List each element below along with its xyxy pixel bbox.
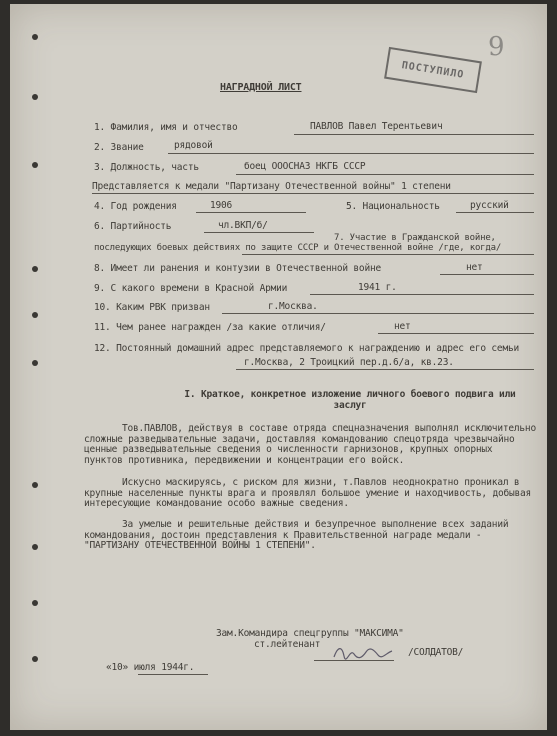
field-3-value: боец ОООСНАЗ НКГБ СССР: [244, 161, 366, 172]
binder-hole: [32, 266, 38, 272]
signer-name: /СОЛДАТОВ/: [408, 647, 464, 658]
binder-hole: [32, 34, 38, 40]
document-date: «10» июля 1944г.: [106, 662, 195, 673]
field-4-label: 4. Год рождения: [94, 201, 177, 212]
handwritten-signature: [332, 644, 394, 665]
field-7-label: 7. Участие в Гражданской войне, последующих боевых действиях по защите СССР и Отечественной войне /где, когда/: [94, 233, 502, 253]
field-11-label: 11. Чем ранее награжден /за какие отличия/: [94, 322, 326, 333]
paragraph-2: Искусно маскируясь, с риском для жизни, т.Павлов неоднократно проникал в крупные населенные пункты врага и проявлял большое умение и находчивость, добывая интересующие командование особо важные сведения.: [84, 477, 532, 509]
field-10-label: 10. Каким РВК призван: [94, 302, 210, 313]
field-11-value: нет: [394, 321, 411, 332]
binder-hole: [32, 94, 38, 100]
field-6-label: 6. Партийность: [94, 221, 172, 232]
field-12-label: 12. Постоянный домашний адрес представляемого к награждению и адрес его семьи: [94, 343, 520, 354]
field-2-label: 2. Звание: [94, 142, 144, 153]
binder-hole: [32, 312, 38, 318]
field-12-value: г.Москва, 2 Троицкий пер.д.6/а, кв.23.: [244, 357, 454, 368]
signer-rank: ст.лейтенант: [254, 639, 321, 650]
field-8-label: 8. Имеет ли ранения и контузии в Отечественной войне: [94, 263, 382, 274]
field-2-value: рядовой: [174, 140, 213, 151]
paragraph-1: Тов.ПАВЛОВ, действуя в составе отряда спецназначения выполнял исключительно сложные разведывательные задачи, доставляя командованию спецотряда чрезвычайно ценные разведывательные сведения о численности гарнизонов, крупных опорных пунктов противника, передвижении и концентрации его войск.: [84, 423, 536, 466]
field-5-label: 5. Национальность: [346, 201, 440, 212]
field-1-value: ПАВЛОВ Павел Терентьевич: [310, 121, 443, 132]
binder-hole: [32, 360, 38, 366]
binder-hole: [32, 600, 38, 606]
field-10-value: г.Москва.: [268, 301, 318, 312]
binder-hole: [32, 482, 38, 488]
page-number: 9: [488, 32, 505, 62]
field-9-label: 9. С какого времени в Красной Армии: [94, 283, 288, 294]
binder-hole: [32, 162, 38, 168]
field-4-value: 1906: [210, 200, 233, 211]
field-3-label: 3. Должность, часть: [94, 162, 199, 173]
field-5-value: русский: [470, 200, 509, 211]
signer-position: Зам.Командира спецгруппы "МАКСИМА": [216, 628, 404, 639]
nomination-line: Представляется к медали "Партизану Отечественной войны" 1 степени: [92, 181, 451, 192]
award-sheet: [10, 4, 547, 730]
section-heading: I. Краткое, конкретное изложение личного боевого подвига или заслуг: [184, 389, 516, 411]
paragraph-3: За умелые и решительные действия и безупречное выполнение всех заданий командования, достоин представления к Правительственной награде медали - "ПАРТИЗАНУ ОТЕЧЕСТВЕННОЙ ВОЙНЫ 1 СТЕПЕНИ".: [84, 519, 509, 551]
field-6-value: чл.ВКП/б/: [218, 220, 268, 231]
binder-hole: [32, 656, 38, 662]
document-title: НАГРАДНОЙ ЛИСТ: [220, 82, 302, 93]
field-9-value: 1941 г.: [358, 282, 397, 293]
field-1-label: 1. Фамилия, имя и отчество: [94, 122, 238, 133]
field-8-value: нет: [466, 262, 483, 273]
signature-scribble-icon: [332, 644, 394, 662]
received-stamp: ПОСТУПИЛО: [384, 47, 482, 93]
binder-hole: [32, 544, 38, 550]
